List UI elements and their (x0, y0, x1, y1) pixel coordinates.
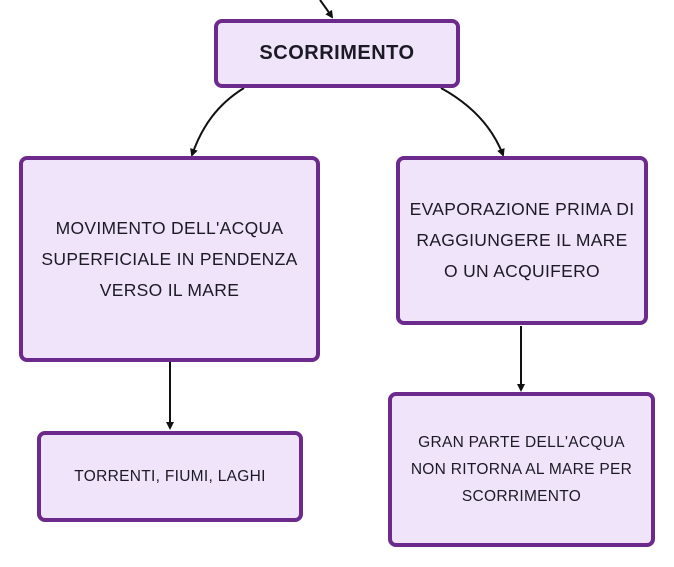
arrow-root-to-right-main (441, 88, 503, 155)
root-node-scorrimento (214, 19, 460, 88)
arrow-incoming-to-root (320, 0, 332, 17)
node-movimento-acqua-label: MOVIMENTO DELL'ACQUA SUPERFICIALE IN PENDENZA VERSO IL MARE (41, 217, 298, 300)
node-gran-parte-label: GRAN PARTE DELL'ACQUA NON RITORNA AL MARE PER SCORRIMENTO (410, 434, 633, 505)
node-torrenti-label: TORRENTI, FIUMI, LAGHI (74, 468, 266, 485)
arrow-root-to-left-main (192, 88, 244, 155)
node-movimento-acqua (19, 156, 320, 362)
node-evaporazione-label: EVAPORAZIONE PRIMA DI RAGGIUNGERE IL MARE O UN ACQUIFERO (409, 199, 635, 281)
node-gran-parte-acqua (388, 392, 655, 547)
node-evaporazione (396, 156, 648, 325)
node-torrenti-fiumi-laghi (37, 431, 303, 522)
root-node-label: SCORRIMENTO (259, 42, 415, 64)
